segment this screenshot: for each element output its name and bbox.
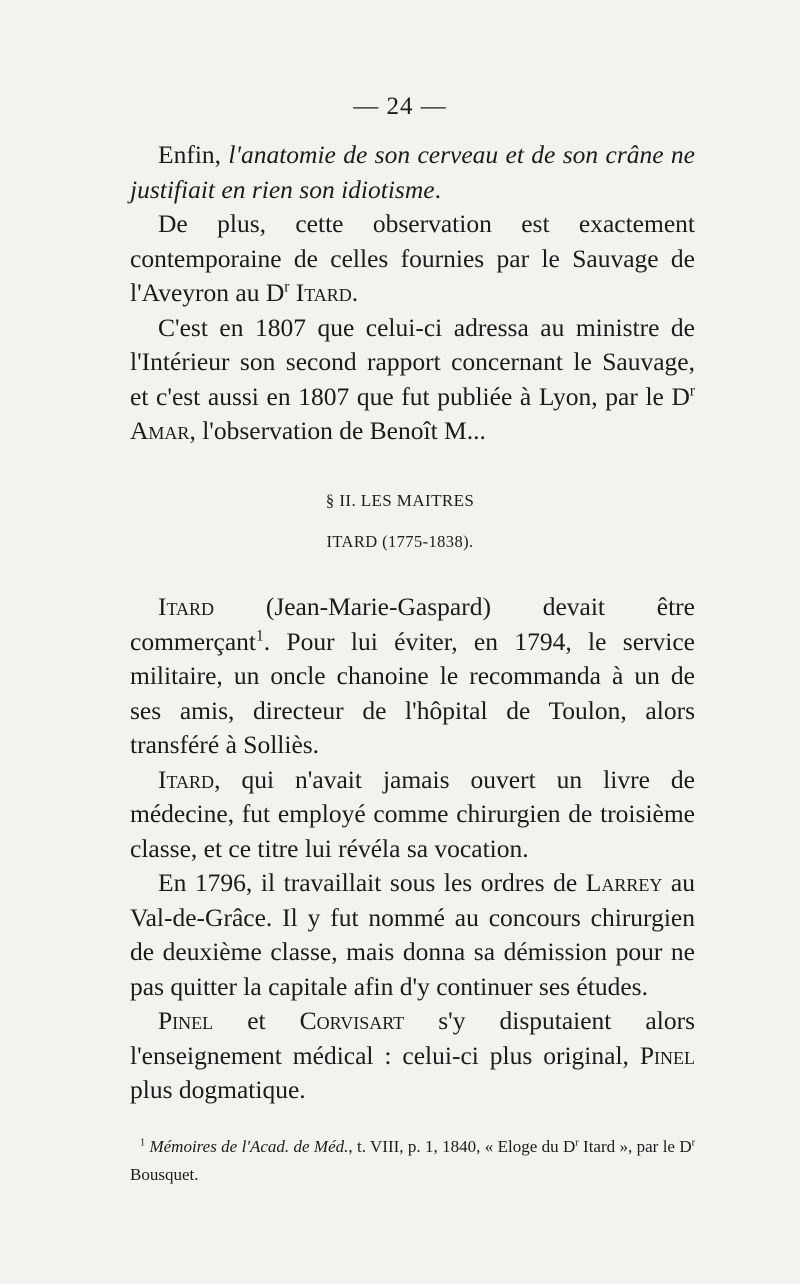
text-block-itard — [130, 590, 695, 1108]
para4-name: Itard — [158, 592, 215, 621]
footnote-num: 1 — [140, 1137, 146, 1149]
para7-mid1: et — [213, 1006, 300, 1035]
para3-text: C'est en 1807 que celui-ci adressa au ministre de l'Intérieur son second rapport concernant le Sauvage, et c'est aussi en 1807 que fut publiée à Lyon, par le D — [130, 312, 695, 411]
section-heading: § II. LES MAITRES — [325, 491, 475, 510]
para3-name: Amar — [130, 416, 190, 445]
para1-tail: . — [434, 174, 441, 204]
para7-mid2: s'y disputaient alors l'enseignement médical : celui-ci plus original, — [130, 1006, 695, 1070]
footnote-ref: 1 — [256, 627, 264, 644]
footnote-sup: r — [575, 1137, 579, 1149]
para3-tail: , l'observation de Benoît M... — [189, 416, 486, 445]
para1-italic: l'anatomie de son cerveau et de son crâne ne justifiait en rien son idiotisme — [130, 140, 696, 204]
paragraph-itard-valdegrace — [130, 866, 695, 1004]
para5-name: Itard — [158, 764, 215, 794]
text-block-top — [130, 138, 695, 449]
footnote-source: Mémoires de l'Acad. de Méd. — [149, 1137, 349, 1156]
paragraph-report — [130, 311, 695, 449]
para2-sup: r — [284, 278, 290, 296]
para6-name: Larrey — [585, 868, 663, 897]
footnote-text3: Bousquet. — [130, 1165, 199, 1184]
para4-tail: . Pour lui éviter, en 1794, le service militaire, un oncle chanoine le recommanda à un de ses amis, directeur de l'hôpital de Toulon, alors transféré à Solliès. — [130, 626, 695, 759]
footnote-1 — [130, 1133, 695, 1189]
footnote-text: , t. VIII, p. 1, 1840, « Eloge du D — [348, 1137, 576, 1156]
para7-tail: plus dogmatique. — [130, 1075, 306, 1104]
para1-lead: Enfin, — [158, 140, 229, 169]
para2-tail: . — [351, 278, 359, 307]
page-number: — 24 — — [353, 93, 447, 120]
footnote-text2: Itard », par le D — [578, 1137, 692, 1156]
para6-text: En 1796, il travaillait sous les ordres de — [158, 868, 586, 897]
paragraph-itard-early — [130, 590, 695, 763]
para7-name2: Corvisart — [299, 1006, 405, 1035]
para6-tail: au Val-de-Grâce. Il y fut nommé au concours chirurgien de deuxième classe, mais donna sa démission pour ne pas quitter la capitale afin d'y continuer ses études. — [130, 868, 695, 1001]
paragraph-conclusion — [130, 138, 695, 207]
para4-text: (Jean-Marie-Gaspard) devait être commerçant — [130, 592, 695, 656]
para5-text: , qui n'avait jamais ouvert un livre de médecine, fut employé comme chirurgien de troisième classe, et ce titre lui révéla sa vocation. — [130, 764, 695, 863]
footnotes — [130, 1133, 695, 1189]
section-subheading: ITARD (1775-1838). — [326, 532, 474, 551]
paragraph-observation — [130, 207, 695, 311]
paragraph-itard-vocation — [130, 763, 695, 867]
footnote-sup2: r — [691, 1137, 696, 1149]
para7-name1: Pinel — [158, 1006, 214, 1035]
para2-text: De plus, cette observation est exactement contemporaine de celles fournies par le Sauvage de l'Aveyron au D — [130, 209, 695, 307]
para7-name3: Pinel — [639, 1040, 695, 1070]
para3-sup: r — [689, 382, 695, 399]
para2-name: Itard — [295, 278, 352, 307]
paragraph-teachers — [130, 1004, 695, 1108]
